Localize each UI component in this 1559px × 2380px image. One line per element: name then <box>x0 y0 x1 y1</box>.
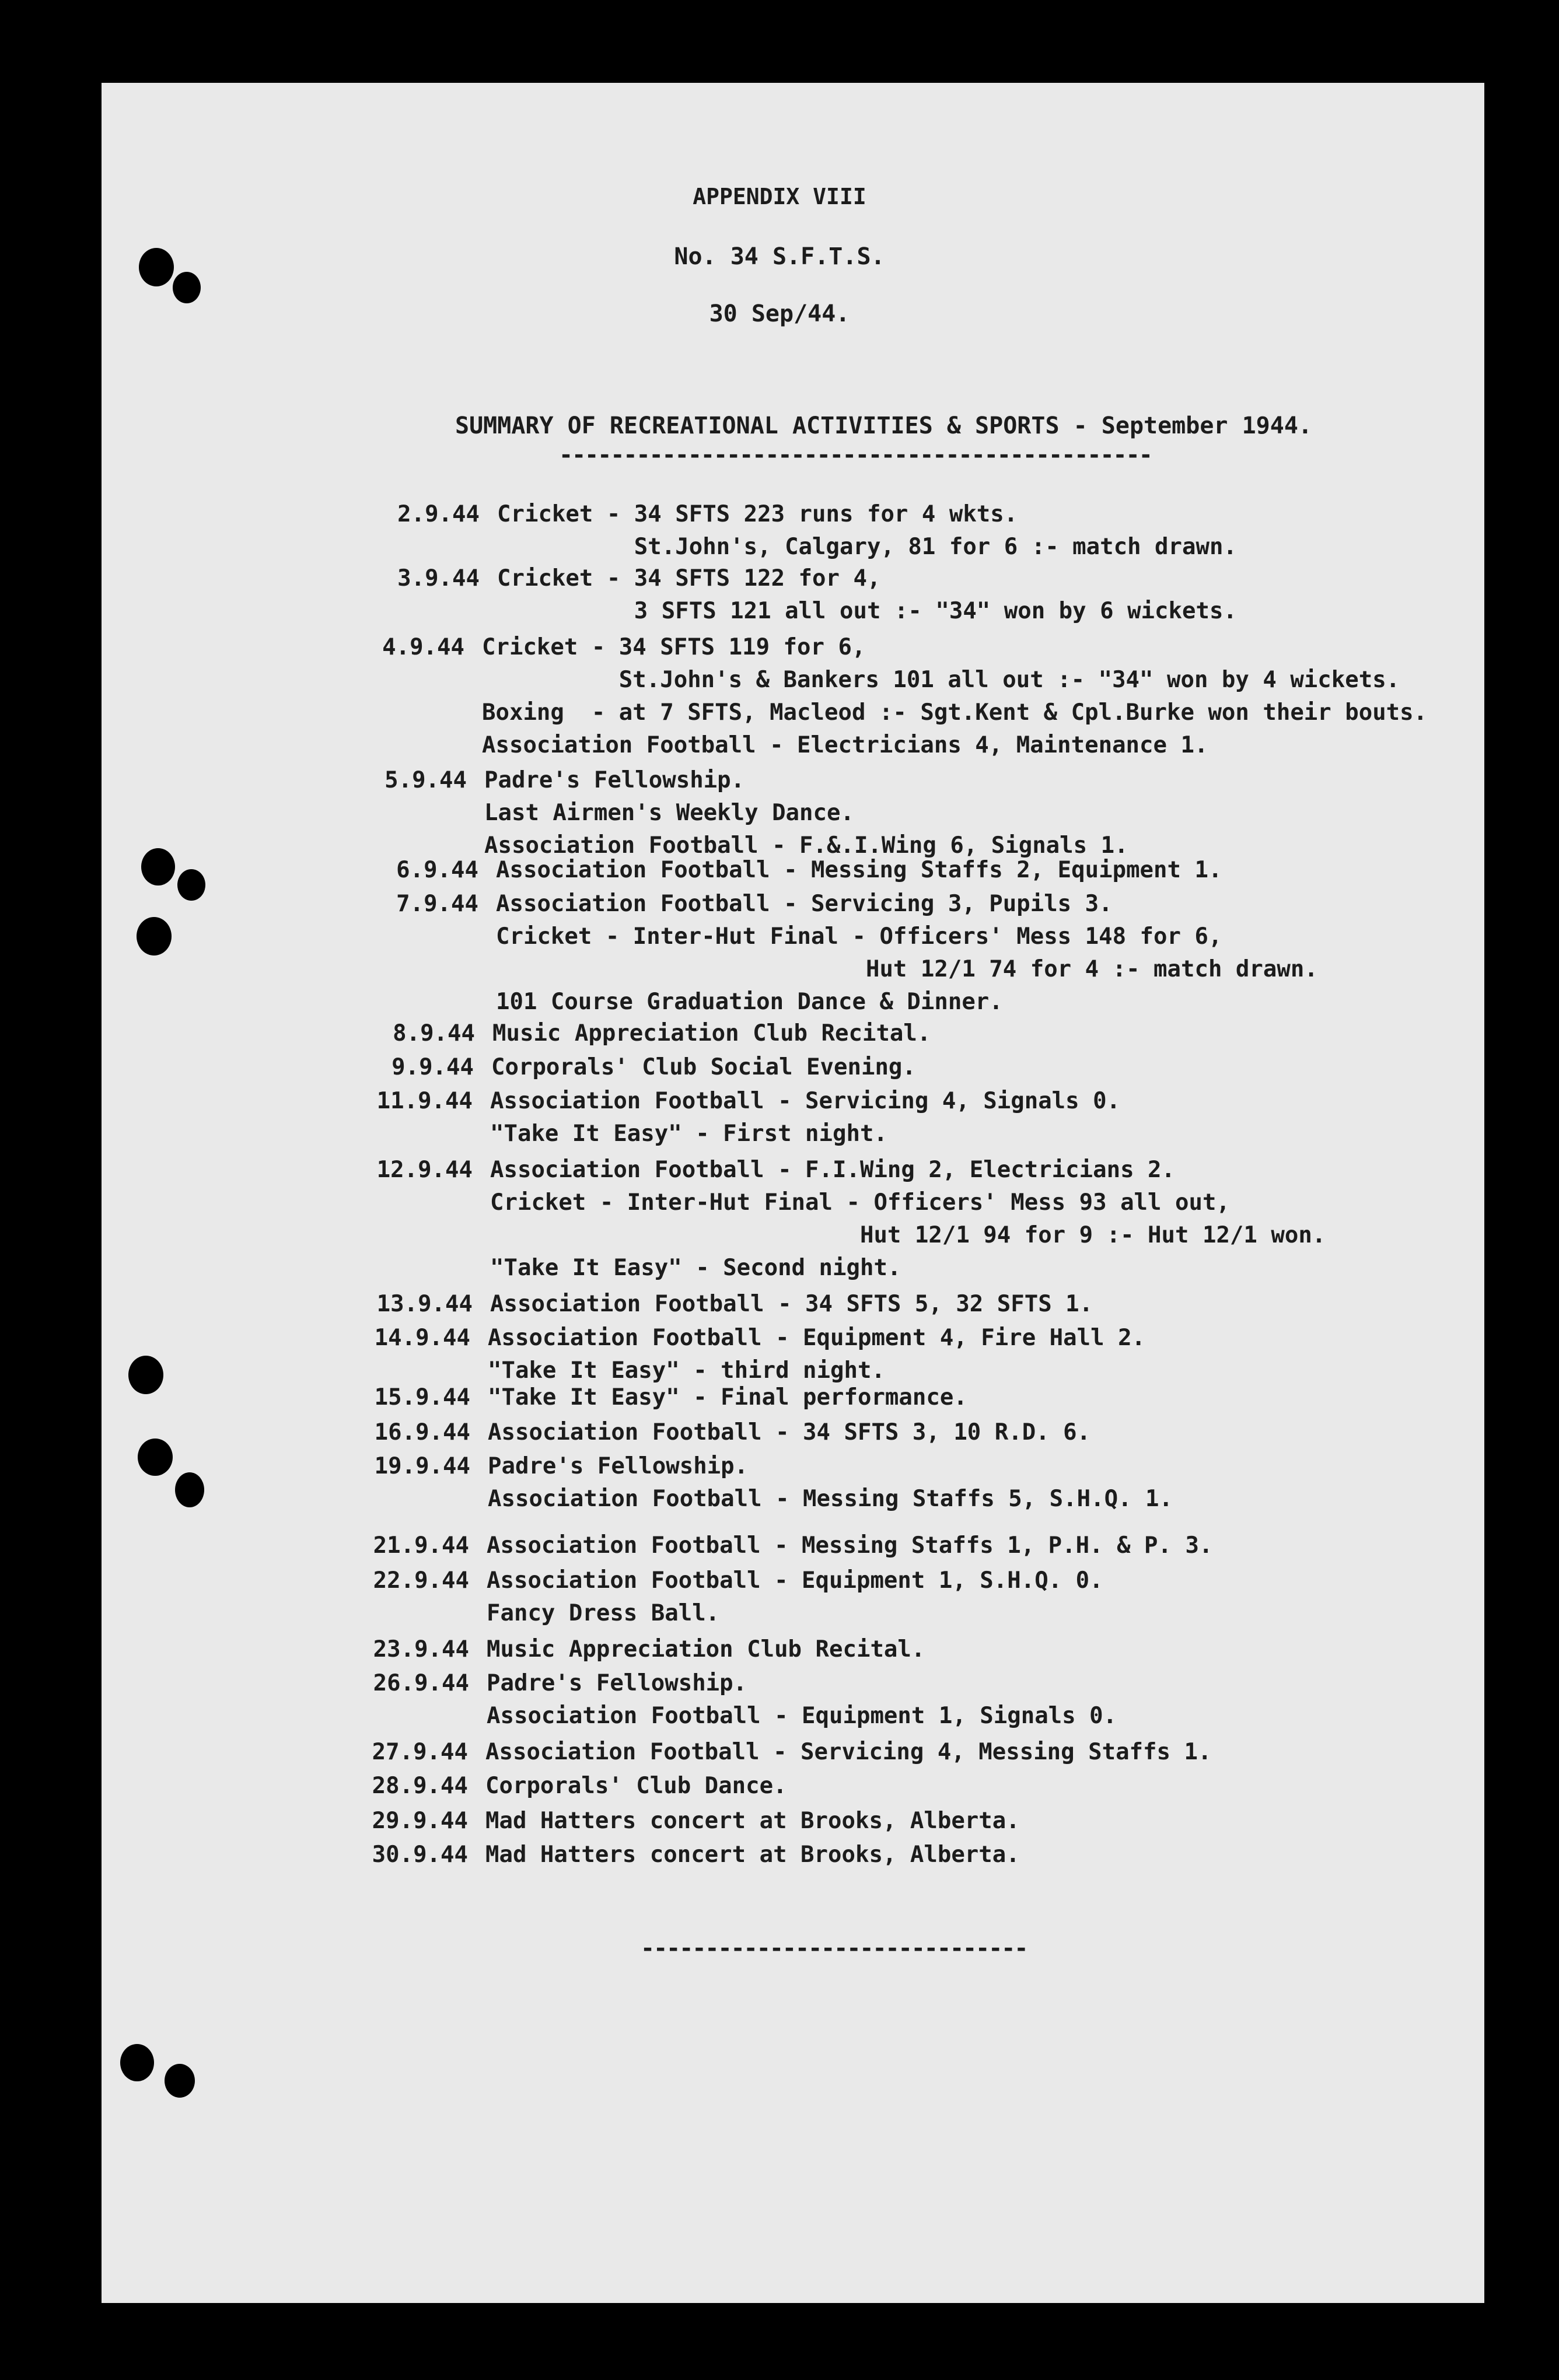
entry-date: 5.9.44 <box>384 767 467 793</box>
entry-line: Music Appreciation Club Recital. <box>487 1636 925 1662</box>
entry-line: Association Football - Servicing 4, Messing Staffs 1. <box>485 1739 1212 1765</box>
entry-date: 9.9.44 <box>392 1054 474 1080</box>
appendix-heading: APPENDIX VIII <box>693 184 866 209</box>
entry-date: 30.9.44 <box>372 1842 468 1868</box>
entry-line: Association Football - Equipment 1, Signals 0. <box>487 1703 1117 1729</box>
entry-date: 11.9.44 <box>376 1088 473 1114</box>
entry-line: 3 SFTS 121 all out :- "34" won by 6 wickets. <box>497 598 1237 624</box>
entry-line: Boxing - at 7 SFTS, Macleod :- Sgt.Kent & Cpl.Burke won their bouts. <box>482 699 1428 726</box>
entry-date: 12.9.44 <box>376 1157 473 1183</box>
entry-line: Association Football - Messing Staffs 5, S.H.Q. 1. <box>488 1486 1173 1512</box>
entry-line: Mad Hatters concert at Brooks, Alberta. <box>485 1842 1020 1868</box>
entry-line: Corporals' Club Dance. <box>485 1773 787 1799</box>
entry-line: St.John's & Bankers 101 all out :- "34" won by 4 wickets. <box>482 667 1400 693</box>
entry-date: 23.9.44 <box>373 1636 469 1662</box>
entry-date: 29.9.44 <box>372 1808 468 1834</box>
entry-line: 101 Course Graduation Dance & Dinner. <box>496 989 1003 1015</box>
entry-line: Music Appreciation Club Recital. <box>492 1020 931 1046</box>
entry-date: 27.9.44 <box>372 1739 468 1765</box>
entry-line: Association Football - 34 SFTS 3, 10 R.D. 6. <box>488 1419 1091 1446</box>
entry-line: Association Football - F.I.Wing 2, Electricians 2. <box>490 1157 1175 1183</box>
entry-line: Hut 12/1 74 for 4 :- match drawn. <box>496 956 1318 982</box>
entry-line: "Take It Easy" - Second night. <box>490 1255 901 1281</box>
entry-date: 14.9.44 <box>374 1325 470 1351</box>
title-underline: ---------------------------------------------- <box>559 442 1152 468</box>
entry-date: 15.9.44 <box>374 1384 470 1410</box>
entry-date: 2.9.44 <box>397 501 480 527</box>
entry-line: Association Football - Messing Staffs 1, P.H. & P. 3. <box>487 1532 1213 1559</box>
entry-date: 21.9.44 <box>373 1532 469 1559</box>
entry-line: Padre's Fellowship. <box>484 767 745 793</box>
summary-title: SUMMARY OF RECREATIONAL ACTIVITIES & SPORTS - September 1944. <box>455 412 1313 439</box>
entry-date: 13.9.44 <box>376 1291 473 1317</box>
entry-line: Padre's Fellowship. <box>487 1670 747 1696</box>
entry-line: Cricket - Inter-Hut Final - Officers' Mess 148 for 6, <box>496 923 1222 950</box>
entry-line: Last Airmen's Weekly Dance. <box>484 800 854 826</box>
entry-line: Cricket - 34 SFTS 122 for 4, <box>497 565 881 592</box>
entry-line: Association Football - Electricians 4, Maintenance 1. <box>482 732 1208 758</box>
entry-line: Cricket - 34 SFTS 119 for 6, <box>482 634 866 660</box>
entry-line: Cricket - Inter-Hut Final - Officers' Mess 93 all out, <box>490 1189 1230 1216</box>
entry-date: 8.9.44 <box>393 1020 475 1046</box>
document-date: 30 Sep/44. <box>709 300 850 327</box>
entry-date: 3.9.44 <box>397 565 480 592</box>
entry-line: Association Football - Servicing 4, Signals 0. <box>490 1088 1121 1114</box>
entry-line: Fancy Dress Ball. <box>487 1600 720 1626</box>
entry-date: 16.9.44 <box>374 1419 470 1446</box>
entry-line: Association Football - Equipment 1, S.H.Q. 0. <box>487 1567 1103 1594</box>
entry-line: St.John's, Calgary, 81 for 6 :- match drawn. <box>497 534 1237 560</box>
entry-date: 6.9.44 <box>396 857 478 883</box>
unit-heading: No. 34 S.F.T.S. <box>674 243 885 270</box>
entry-line: "Take It Easy" - third night. <box>488 1357 885 1384</box>
entry-date: 28.9.44 <box>372 1773 468 1799</box>
entry-line: Association Football - Servicing 3, Pupils 3. <box>496 891 1113 917</box>
entry-line: Corporals' Club Social Evening. <box>491 1054 916 1080</box>
entry-date: 4.9.44 <box>382 634 464 660</box>
entry-date: 19.9.44 <box>374 1453 470 1479</box>
entry-date: 7.9.44 <box>396 891 478 917</box>
entry-line: Association Football - Equipment 4, Fire Hall 2. <box>488 1325 1146 1351</box>
entry-line: "Take It Easy" - First night. <box>490 1121 887 1147</box>
entry-line: Association Football - Messing Staffs 2, Equipment 1. <box>496 857 1222 883</box>
end-rule: ------------------------------ <box>641 1935 1027 1962</box>
entry-line: "Take It Easy" - Final performance. <box>488 1384 967 1410</box>
entry-date: 22.9.44 <box>373 1567 469 1594</box>
entry-line: Mad Hatters concert at Brooks, Alberta. <box>485 1808 1020 1834</box>
entry-line: Padre's Fellowship. <box>488 1453 749 1479</box>
entry-line: Association Football - F.&.I.Wing 6, Signals 1. <box>484 832 1128 859</box>
entry-line: Cricket - 34 SFTS 223 runs for 4 wkts. <box>497 501 1018 527</box>
entry-line: Hut 12/1 94 for 9 :- Hut 12/1 won. <box>490 1222 1326 1248</box>
entry-date: 26.9.44 <box>373 1670 469 1696</box>
entry-line: Association Football - 34 SFTS 5, 32 SFTS 1. <box>490 1291 1093 1317</box>
